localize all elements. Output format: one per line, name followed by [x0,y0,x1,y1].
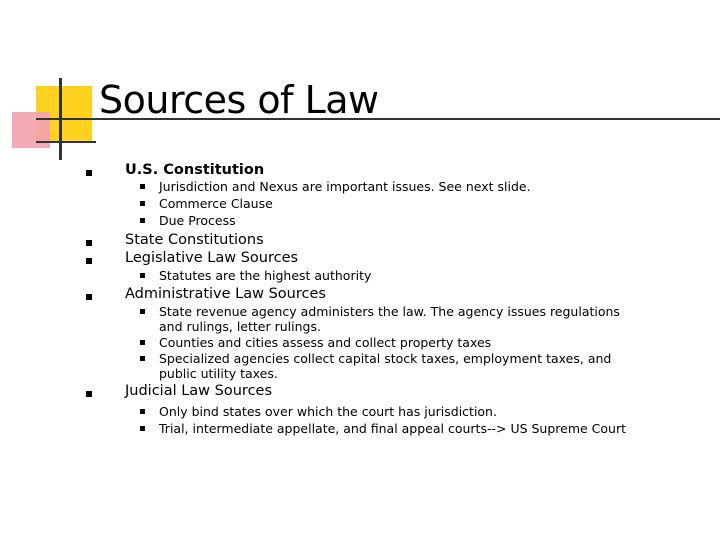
item-text: Due Process [159,213,236,228]
item-text: Trial, intermediate appellate, and final appeal courts--> US Supreme Court [159,421,627,436]
square-bullet-icon [140,184,145,189]
item-text: Counties and cities assess and collect property taxes [159,335,492,350]
square-bullet-icon [140,340,145,345]
item-text: and rulings, letter rulings. [159,319,321,334]
slide-title: Sources of Law [99,78,379,122]
square-bullet-icon [86,170,92,176]
item-text: State revenue agency administers the law. The agency issues regulations [159,304,620,319]
item-text: Only bind states over which the court has jurisdiction. [159,404,497,419]
heading-text: Administrative Law Sources [125,286,326,302]
heading-text: Judicial Law Sources [125,383,273,399]
square-bullet-icon [140,309,145,314]
square-bullet-icon [86,258,92,264]
item-text: public utility taxes. [159,366,278,381]
square-bullet-icon [86,240,92,246]
item-text: Commerce Clause [159,196,273,211]
square-bullet-icon [140,201,145,206]
square-bullet-icon [140,356,145,361]
item-text: Jurisdiction and Nexus are important issues. See next slide. [159,179,531,194]
square-bullet-icon [140,409,145,414]
heading-text: U.S. Constitution [125,162,265,178]
square-bullet-icon [140,273,145,278]
square-bullet-icon [86,294,92,300]
item-text: Specialized agencies collect capital stock taxes, employment taxes, and [159,351,612,366]
square-bullet-icon [140,426,145,431]
heading-text: State Constitutions [125,232,264,248]
item-text: Statutes are the highest authority [159,268,372,283]
heading-text: Legislative Law Sources [125,250,299,266]
square-bullet-icon [86,391,92,397]
square-bullet-icon [140,218,145,223]
